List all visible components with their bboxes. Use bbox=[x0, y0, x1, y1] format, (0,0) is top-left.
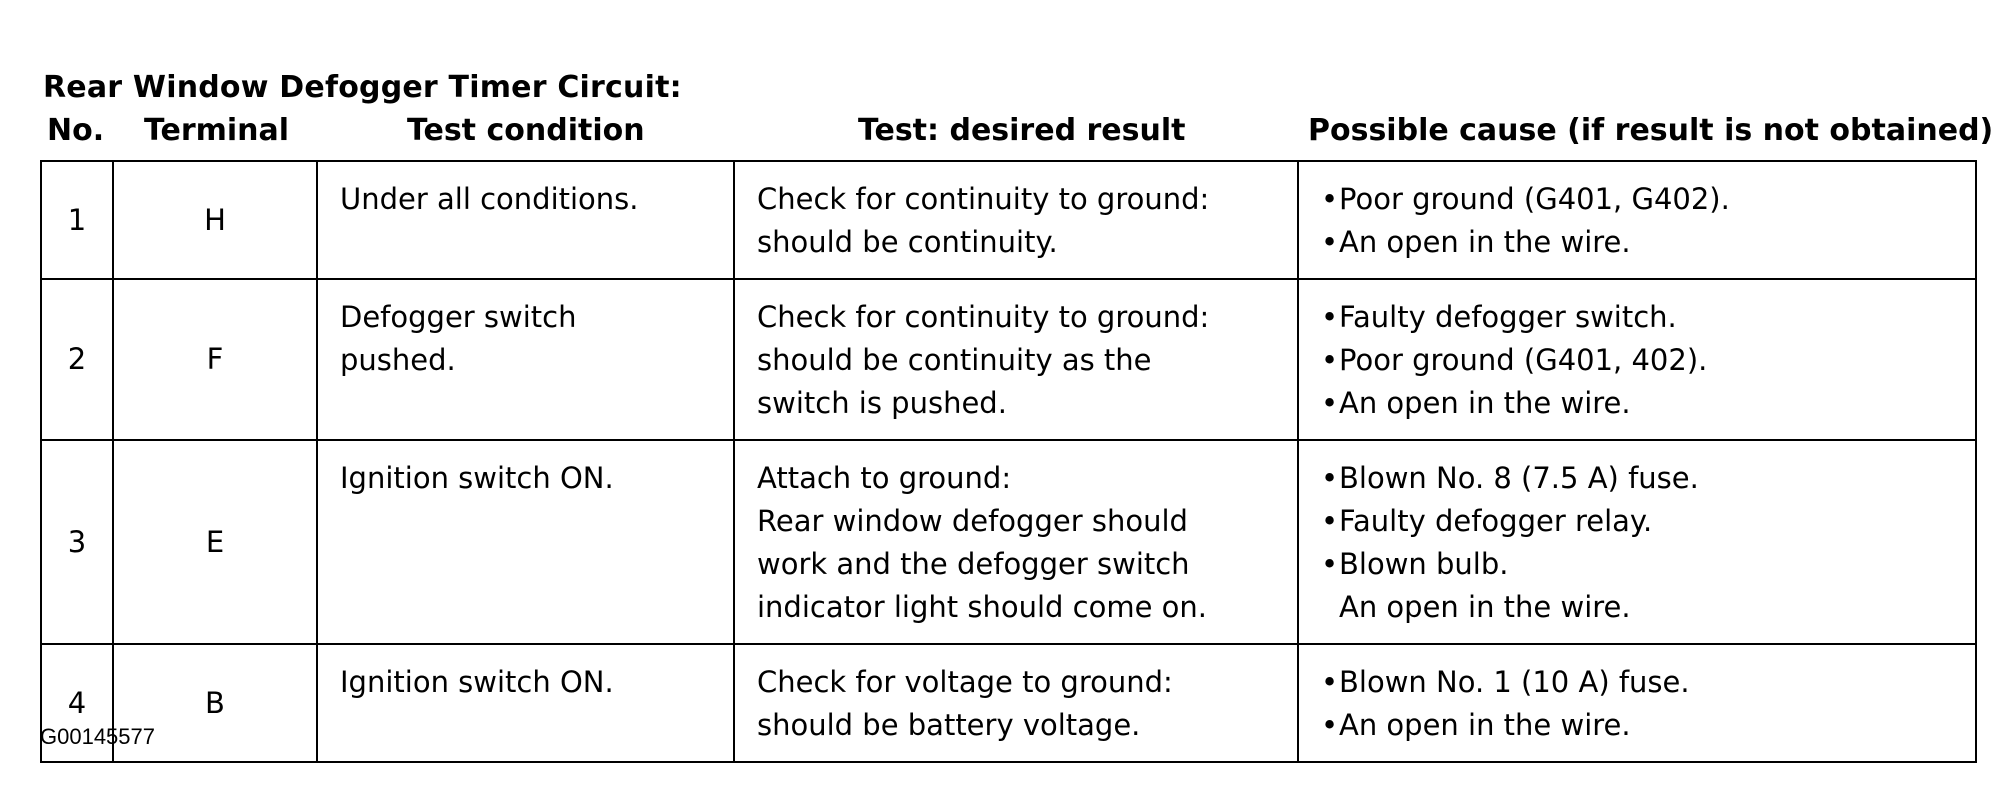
cause-item bbox=[1321, 382, 1975, 425]
cell-desired-result bbox=[734, 644, 1298, 762]
result-line: Check for continuity to ground: bbox=[757, 300, 1210, 334]
cell-test-condition bbox=[317, 279, 734, 440]
condition-line: Under all conditions. bbox=[340, 182, 639, 216]
cause-text: Blown bulb. bbox=[1339, 547, 1509, 581]
cell-possible-cause bbox=[1298, 440, 1976, 644]
cause-item bbox=[1321, 543, 1975, 586]
result-line: should be continuity. bbox=[757, 225, 1058, 259]
cause-item bbox=[1321, 586, 1975, 629]
cell-possible-cause bbox=[1298, 644, 1976, 762]
result-line: should be continuity as the bbox=[757, 343, 1152, 377]
cell-desired-result bbox=[734, 161, 1298, 279]
test-table bbox=[40, 160, 1977, 763]
table-row bbox=[41, 279, 1976, 440]
result-line: Rear window defogger should bbox=[757, 504, 1188, 538]
condition-line: Ignition switch ON. bbox=[340, 665, 614, 699]
result-line: work and the defogger switch bbox=[757, 547, 1190, 581]
cell-desired-result bbox=[734, 440, 1298, 644]
cell-test-condition bbox=[317, 440, 734, 644]
cause-item bbox=[1321, 221, 1975, 264]
bullet-icon: • bbox=[1321, 300, 1339, 334]
cell-possible-cause bbox=[1298, 279, 1976, 440]
table-row bbox=[41, 440, 1976, 644]
cause-text: An open in the wire. bbox=[1339, 386, 1631, 420]
cause-text: Blown No. 1 (10 A) fuse. bbox=[1339, 665, 1690, 699]
cause-text: An open in the wire. bbox=[1339, 708, 1631, 742]
cell-number: 3 bbox=[41, 440, 113, 644]
bullet-icon: • bbox=[1321, 547, 1339, 581]
cause-text: An open in the wire. bbox=[1339, 225, 1631, 259]
cause-item bbox=[1321, 661, 1975, 704]
condition-line: Defogger switch bbox=[340, 300, 577, 334]
table-row bbox=[41, 644, 1976, 762]
bullet-icon: • bbox=[1321, 504, 1339, 538]
cause-item bbox=[1321, 339, 1975, 382]
cause-item bbox=[1321, 704, 1975, 747]
cause-text: An open in the wire. bbox=[1339, 590, 1631, 624]
cause-text: Poor ground (G401, 402). bbox=[1339, 343, 1708, 377]
result-line: indicator light should come on. bbox=[757, 590, 1207, 624]
bullet-icon: • bbox=[1321, 225, 1339, 259]
cell-terminal: F bbox=[113, 279, 317, 440]
result-line: switch is pushed. bbox=[757, 386, 1007, 420]
header-terminal: Terminal bbox=[144, 113, 290, 148]
result-line: Attach to ground: bbox=[757, 461, 1012, 495]
figure-id: G00145577 bbox=[40, 724, 155, 749]
cause-text: Faulty defogger relay. bbox=[1339, 504, 1653, 538]
cell-terminal: H bbox=[113, 161, 317, 279]
cell-test-condition bbox=[317, 161, 734, 279]
cause-item bbox=[1321, 457, 1975, 500]
cell-terminal: B bbox=[113, 644, 317, 762]
header-desired-result: Test: desired result bbox=[858, 113, 1186, 148]
cell-desired-result bbox=[734, 279, 1298, 440]
bullet-icon: • bbox=[1321, 386, 1339, 420]
header-possible-cause: Possible cause (if result is not obtained) bbox=[1308, 113, 1994, 148]
cell-number: 1 bbox=[41, 161, 113, 279]
bullet-icon: • bbox=[1321, 182, 1339, 216]
table-title: Rear Window Defogger Timer Circuit: bbox=[43, 70, 682, 105]
cause-item bbox=[1321, 500, 1975, 543]
table-body bbox=[41, 161, 1976, 762]
bullet-icon: • bbox=[1321, 343, 1339, 377]
cause-text: Faulty defogger switch. bbox=[1339, 300, 1677, 334]
cell-terminal: E bbox=[113, 440, 317, 644]
cell-number: 4 bbox=[41, 644, 113, 762]
cell-possible-cause bbox=[1298, 161, 1976, 279]
bullet-icon: • bbox=[1321, 665, 1339, 699]
cell-number: 2 bbox=[41, 279, 113, 440]
cause-item bbox=[1321, 296, 1975, 339]
result-line: should be battery voltage. bbox=[757, 708, 1141, 742]
bullet-icon: • bbox=[1321, 461, 1339, 495]
cause-item bbox=[1321, 178, 1975, 221]
condition-line: Ignition switch ON. bbox=[340, 461, 614, 495]
condition-line: pushed. bbox=[340, 343, 456, 377]
header-test-condition: Test condition bbox=[407, 113, 645, 148]
table-row bbox=[41, 161, 1976, 279]
cell-test-condition bbox=[317, 644, 734, 762]
cause-text: Blown No. 8 (7.5 A) fuse. bbox=[1339, 461, 1699, 495]
bullet-icon: • bbox=[1321, 708, 1339, 742]
cause-text: Poor ground (G401, G402). bbox=[1339, 182, 1730, 216]
result-line: Check for continuity to ground: bbox=[757, 182, 1210, 216]
result-line: Check for voltage to ground: bbox=[757, 665, 1173, 699]
header-no: No. bbox=[47, 113, 105, 148]
